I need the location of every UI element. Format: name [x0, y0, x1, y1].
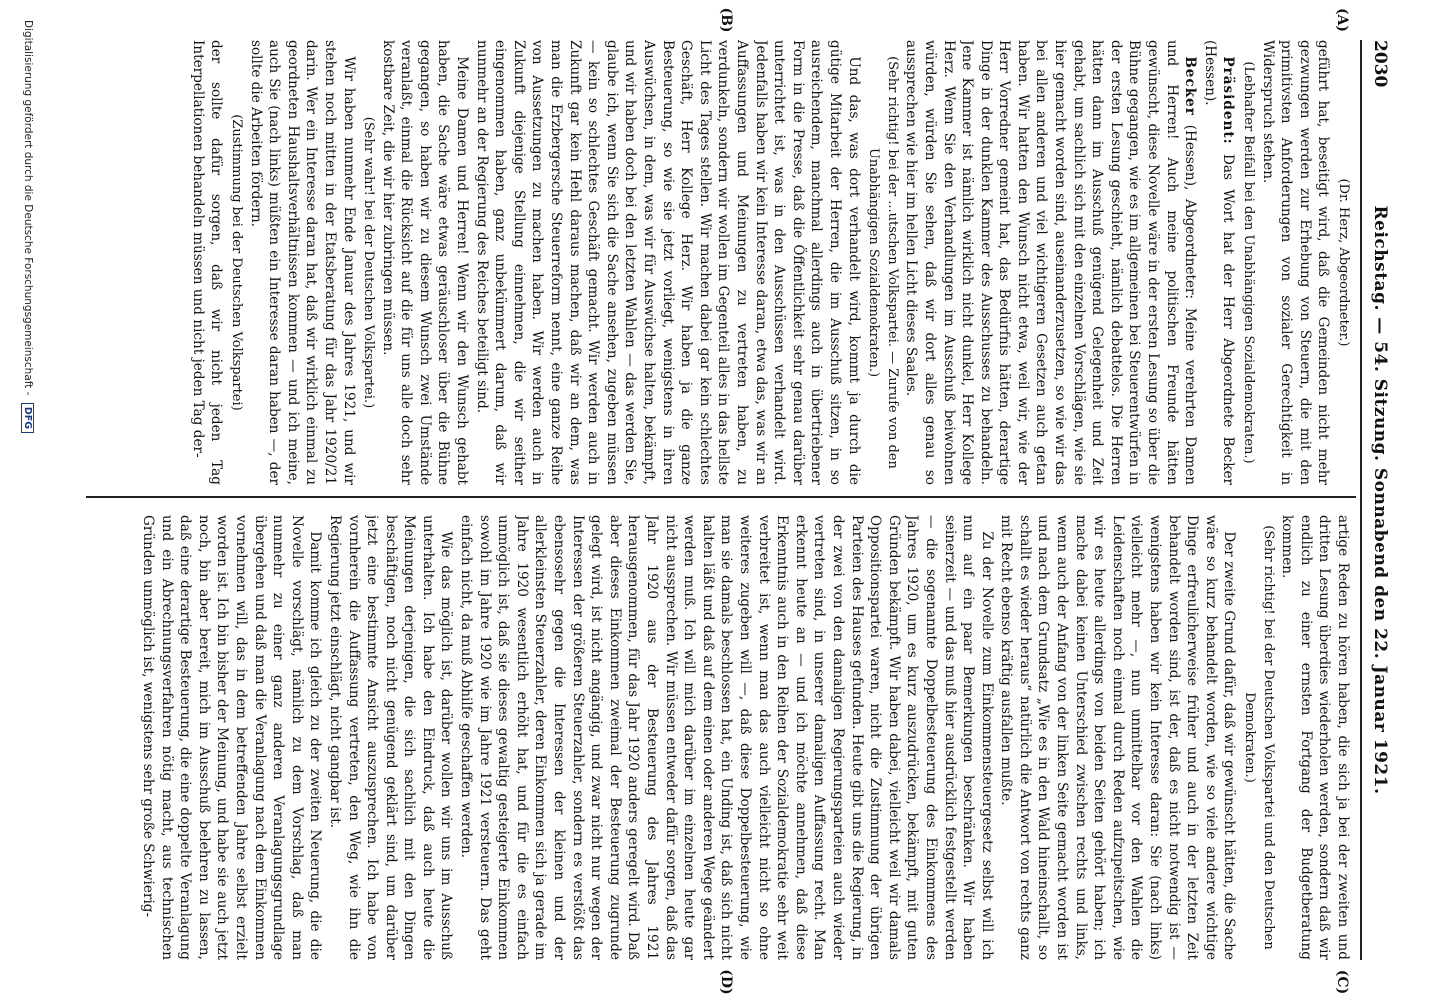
paragraph: Meine Damen und Herren! Wenn wir den Wunsch gehabt haben, die Sache wäre etwas geräuschloser über die Bühne gegangen, so haben wir zu diesem Wunsch zwei Umstände veranlaßt, einmal die Rücksicht auf die für uns alle doch sehr kostbare Zeit, die wir hier zubringen müssen.	[379, 40, 471, 485]
column-divider	[86, 496, 1356, 498]
speaker-paragraph	[902, 40, 1200, 485]
paragraph: Wir haben nunmehr Ende Januar des Jahres 1921, und wir stehen noch mitten in der Etatsberatung für das Jahr 1920/21 darin. Wer ein Interesse daran hat, daß wir wirklich einmal zu geordneten Haushaltsverhältnissen kommen — und ich meine, auch Sie (nach links) müßten ein Interesse daran haben —, der sollte die Arbeiten fördern.	[247, 40, 357, 485]
paragraph: der sollte dafür sorgen, daß wir nicht jeden Tag Interpellationen behandeln müssen und nicht jeden Tag der-	[189, 40, 225, 485]
left-column	[82, 40, 1352, 485]
president-label: Präsident:	[1220, 56, 1237, 145]
dfg-logo: DFG	[21, 403, 34, 433]
paragraph: Der zweite Grund dafür, daß wir gewünscht hätten, die Sache wäre so kurz behandelt worden, wie so viele andere wichtige Dinge erfreulicherweise früher und auch in der letzten Zeit behandelt worden sind, ist der, daß es nicht notwendig ist — wenigstens haben wir kein Interesse daran: Sie (nach links) vielleicht mehr —, nun unmittelbar vor den Wahlen die Leidenschaften noch einmal durch Reden aufzupeitschen, wie wir es heute allerdings von beiden Seiten gehört haben; ich mache dabei keinen Unterschied zwischen rechts und links, wenn auch der Anfang von der linken Seite gemacht worden ist und nach dem Grundsatz „Wie es in den Wald hineinschallt, so schallt es wieder heraus“ natürlich die Antwort von rechts ganz mit Recht ebenso kräftig ausfallen mußte.	[998, 515, 1238, 960]
paragraph: Und das, was dort verhandelt wird, kommt ja durch die gütige Mitarbeit der Herren, die im Ausschuß sitzen, in so ausreichendem, manchmal allerdings auch in übertriebener Form in die Presse, daß die Öffentlichkeit sehr genau darüber unterrichtet ist, was in den Ausschüssen verhandelt wird. Jedenfalls haben wir kein Interesse daran, etwa das, was wir an Auffassungen und Meinungen zu vertreten haben, zu verdunkeln, sondern wir wollen im Gegenteil alles in das hellste Licht des Tages stellen. Wir machen dabei gar kein schlechtes Geschäft, Herr Kollege Herz. Wir haben ja die ganze Besteuerung, so wie sie jetzt vorliegt, wenigstens in ihren Auswüchsen, in dem, was wir für Auswüchse halten, bekämpft, und wir haben doch bei den letzten Wahlen — das werden Sie, glaube ich, wenn Sie sich die Sache ansehen, zugeben müssen — kein so schlechtes Geschäft gemacht. Wir werden auch in Zukunft gar kein Hehl daraus machen, daß wir an dem, was man die Erzbergersche Steuerreform nennt, eine ganze Reihe von Aussetzungen zu machen haben. Wir werden auch in Zukunft diejenige Stellung einnehmen, die wir seither eingenommen haben, ganz unbekümmert darum, daß wir nunmehr an der Regierung des Reiches beteiligt sind.	[473, 40, 862, 485]
margin-marker-c: (C)	[1334, 969, 1350, 995]
paragraph: artige Reden zu hören haben, die sich ja bei der zweiten und dritten Lesung überdies wiederholen werden, sondern daß wir endlich zu einer ernsten Fortgang der Budgetberatung kommen.	[1279, 515, 1351, 960]
president-paragraph	[1200, 40, 1237, 485]
interjection-note: (Zustimmung bei der Deutschen Volkspartei)	[228, 114, 244, 411]
margin-marker-d: (D)	[718, 969, 734, 995]
right-column	[82, 515, 1352, 960]
interjection-note: (Sehr wahr! bei der Deutschen Volkspartei.)	[361, 116, 377, 409]
interjection-note: (Sehr richtig! bei der ...utschen Volkspartei. — Zurufe von den Unabhängigen Sozialdemokraten.)	[866, 56, 900, 469]
page-number: 2030	[1370, 40, 1390, 88]
paragraph-text: Das Wort hat der Herr Abgeordnete Becker (Hessen).	[1201, 40, 1237, 485]
footer-text: Digitalisierung gefördert durch die Deutsche Forschungsgemeinschaft -	[22, 20, 34, 396]
paragraph: Zu der Novelle zum Einkommensteuergesetz selbst will ich nun auf ein paar Bemerkungen beschränken. Wir haben seinerzeit — und das muß hier ausdrücklich festgestellt werden — die sogenannte Doppelbesteuerung des Einkommens des Jahres 1920, um es kurz auszudrücken, bekämpft, mit guten Gründen bekämpft. Wir haben dabei, vielleicht weil wir damals Oppositionspartei waren, nicht die Zustimmung der übrigen Parteien des Hauses gefunden. Heute gibt uns die Regierung, in der zwei von den damaligen Regierungsparteien auch wieder vertreten sind, in unserer damaligen Auffassung recht. Man erkennt heute an — und ich möchte annehmen, daß diese Erkenntnis auch in den Reihen der Sozialdemokratie sehr weit verbreitet ist, wenn man das auch vielleicht nicht so ohne weiteres zugeben will —, daß diese Doppelbesteuerung, wie man sie damals beschlossen hat, ein Unding ist, daß sich nicht halten läßt und daß auf dem einen oder anderen Wege geändert werden muß. Ich will mich darüber im einzelnen heute gar nicht aussprechen. Wir müssen entweder dafür sorgen, daß das Jahr 1920 aus der Besteuerung des Jahres 1921 herausgenommen, für das Jahr 1920 anders geregelt wird. Daß aber dieses Einkommen zweimal der Besteuerung zugrunde gelegt wird, ist nicht angängig, und zwar nicht nur wegen der Interessen der größeren Steuerzahler, sondern es verstößt das ebensosehr gegen die Interessen der kleinen und der allerkleinsten Steuerzahler, deren Einkommen sich ja gerade im Jahre 1920 wesentlich erhöht hat, und für die es einfach unmöglich ist, daß sie dieses gewaltig gesteigerte Einkommen sowohl im Jahre 1920 wie im Jahre 1921 versteuern. Das geht einfach nicht, da muß Abhilfe geschaffen werden.	[458, 515, 995, 960]
interjection-note: (Sehr richtig! bei der Deutschen Volkspartei und den Deutschen Demokraten.)	[1242, 525, 1276, 950]
page-header	[1364, 40, 1394, 960]
margin-marker-b: (B)	[718, 7, 734, 33]
page-title: Reichstag. — 54. Sitzung. Sonnabend den 22. Januar 1921.	[1370, 205, 1390, 795]
paragraph: Damit komme ich gleich zu der zweiten Neuerung, die die Novelle vorschlägt, nämlich zu dem Vorschlag, daß man nunmehr zu einer ganz anderen Veranlagungsgrundlage übergehen und daß man die Veranlagung nach dem Einkommen vornehmen will, das in dem betreffenden Jahre selbst erzielt worden ist. Ich bin bisher der Meinung, und habe sie auch jetzt noch, bin aber bereit, mich im Ausschuß belehren zu lassen, daß eine derartige Besteuerung, die eine doppelte Veranlagung und ein Abrechnungsverfahren nötig macht, aus technischen Gründen unmöglich ist, wenigstens sehr große Schwierig-	[140, 515, 324, 960]
header-rule	[1360, 40, 1362, 960]
speaker-label: Becker	[1182, 56, 1199, 116]
applause-note: (Lebhafter Beifall bei den Unabhängigen Sozialdemokraten.)	[1241, 61, 1257, 464]
margin-marker-a: (A)	[1334, 7, 1350, 33]
speaker-note: (Dr. Herz, Abgeordneter.)	[1336, 178, 1351, 347]
digitization-footer	[14, 20, 34, 980]
paragraph: Wie das möglich ist, darüber wollen wir uns im Ausschuß unterhalten. Ich habe den Eindruck, daß auch heute die Meinungen derjenigen, die sich sachlich mit den Dingen beschäftigen, noch nicht genügend geklärt sind, um darüber jetzt eine bestimmte Ansicht auszusprechen. Ich habe von vornherein die Auffassung vertreten, den Weg, wie ihn die Regierung jetzt einschlägt, nicht gangbar ist.	[326, 515, 455, 960]
paragraph-text: (Hessen), Abgeordneter: Meine verehrten Damen und Herren! Auch meine politischen Freunde hätten gewünscht, diese Novelle wäre in der ersten Lesung so über die Bühne gegangen, wie es im allgemeinen bei Steuerentwürfen in der ersten Lesung geschieht, nämlich debattelos. Die Herren hätten dann im Ausschuß genügend Gelegenheit und Zeit gehabt, um sachlich sich mit den einzelnen Vorschlägen, wie sie hier gemacht worden sind, auseinanderzusetzen, so wie wir das bei allen anderen und viel wichtigeren Gesetzen auch getan haben. Wir hatten den Wunsch nicht etwa, weil wir, wie der Herr Vorredner gemeint hat, das Bedürfnis hätten, derartige Dinge in der dunklen Kammer des Ausschusses zu behandeln. Jene Kammer ist nämlich wirklich nicht dunkel, Herr Kollege Herz. Wenn Sie den Verhandlungen im Ausschuß beiwohnen würden, würden Sie sehen, daß wir dort alles genau so aussprechen wie hier im hellen Licht dieses Saales.	[903, 40, 1199, 485]
paragraph: geführt hat, beseitigt wird, daß die Gemeinden nicht mehr gezwungen werden zur Erhebung von Steuern, die mit den primitivsten Anforderungen von sozialer Gerechtigkeit in Widerspruch stehen.	[1259, 40, 1332, 485]
